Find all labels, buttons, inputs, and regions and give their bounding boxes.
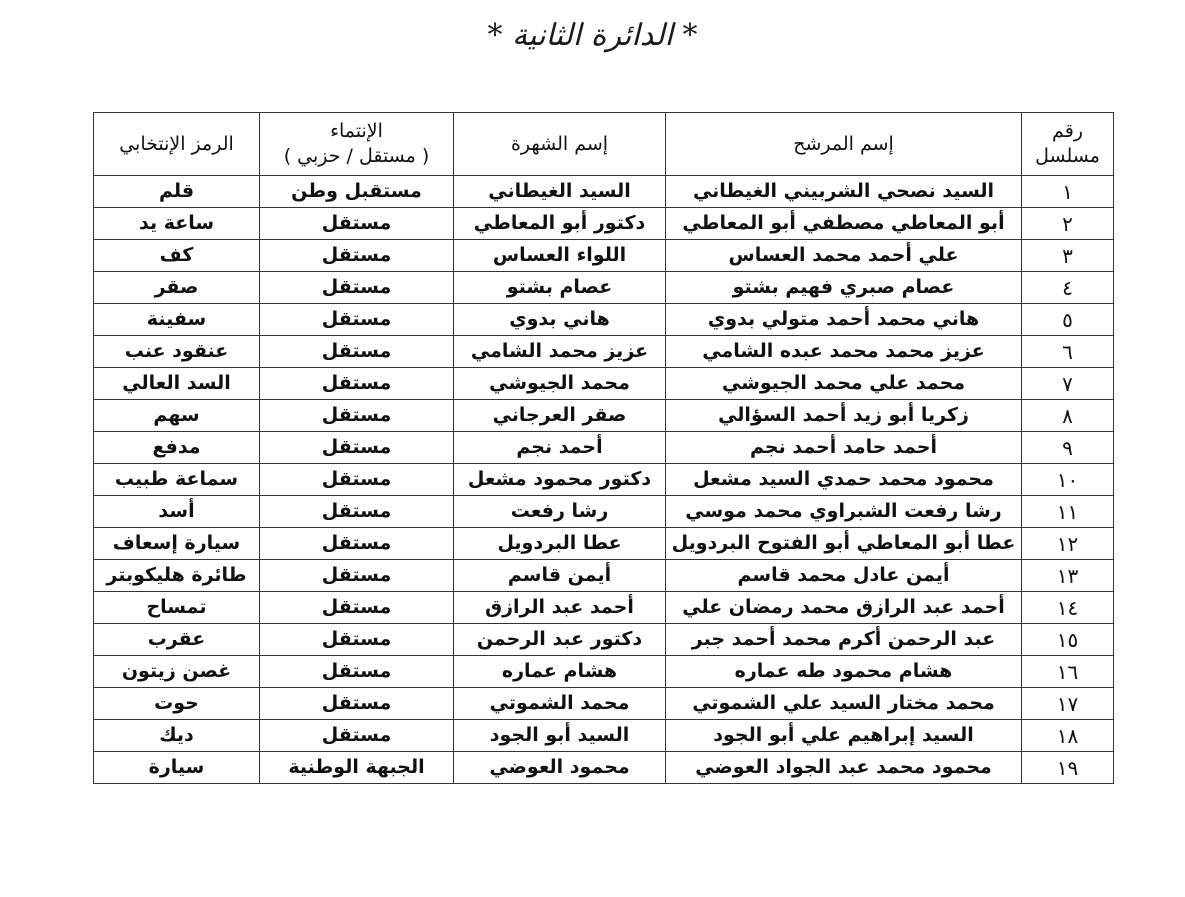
table-row bbox=[94, 624, 1114, 656]
electoral-symbol-cell: ديك bbox=[94, 720, 260, 752]
serial-number-cell: ١٤ bbox=[1022, 592, 1114, 624]
candidate-name-cell: هشام محمود طه عماره bbox=[666, 656, 1022, 688]
electoral-symbol-cell: غصن زيتون bbox=[94, 656, 260, 688]
serial-number-cell: ١٨ bbox=[1022, 720, 1114, 752]
electoral-symbol-cell: طائرة هليكوبتر bbox=[94, 560, 260, 592]
affiliation-cell: مستقبل وطن bbox=[260, 176, 454, 208]
table-row bbox=[94, 720, 1114, 752]
candidate-name-cell: محمود محمد عبد الجواد العوضي bbox=[666, 752, 1022, 784]
table-row bbox=[94, 688, 1114, 720]
serial-number-cell: ٨ bbox=[1022, 400, 1114, 432]
fame-name-cell: رشا رفعت bbox=[454, 496, 666, 528]
candidate-name-cell: عزيز محمد محمد عبده الشامي bbox=[666, 336, 1022, 368]
header-number-line2: مسلسل bbox=[1035, 145, 1100, 167]
electoral-symbol-cell: حوت bbox=[94, 688, 260, 720]
fame-name-cell: محمود العوضي bbox=[454, 752, 666, 784]
fame-name-cell: السيد الغيطاني bbox=[454, 176, 666, 208]
fame-name-cell: هاني بدوي bbox=[454, 304, 666, 336]
fame-name-cell: هشام عماره bbox=[454, 656, 666, 688]
header-symbol: الرمز الإنتخابي bbox=[94, 113, 260, 176]
serial-number-cell: ٥ bbox=[1022, 304, 1114, 336]
fame-name-cell: عطا البردويل bbox=[454, 528, 666, 560]
electoral-symbol-cell: تمساح bbox=[94, 592, 260, 624]
table-row bbox=[94, 464, 1114, 496]
affiliation-cell: مستقل bbox=[260, 304, 454, 336]
page-title: * الدائرة الثانية * bbox=[487, 18, 698, 53]
candidate-name-cell: السيد نصحي الشربيني الغيطاني bbox=[666, 176, 1022, 208]
affiliation-cell: مستقل bbox=[260, 464, 454, 496]
header-affiliation bbox=[260, 113, 454, 176]
fame-name-cell: عصام بشتو bbox=[454, 272, 666, 304]
table-row bbox=[94, 176, 1114, 208]
affiliation-cell: مستقل bbox=[260, 272, 454, 304]
electoral-symbol-cell: أسد bbox=[94, 496, 260, 528]
electoral-symbol-cell: سهم bbox=[94, 400, 260, 432]
fame-name-cell: دكتور عبد الرحمن bbox=[454, 624, 666, 656]
electoral-symbol-cell: سيارة bbox=[94, 752, 260, 784]
candidate-name-cell: محمد علي محمد الجيوشي bbox=[666, 368, 1022, 400]
fame-name-cell: أيمن قاسم bbox=[454, 560, 666, 592]
serial-number-cell: ١٧ bbox=[1022, 688, 1114, 720]
table-row bbox=[94, 272, 1114, 304]
electoral-symbol-cell: ساعة يد bbox=[94, 208, 260, 240]
header-number bbox=[1022, 113, 1114, 176]
serial-number-cell: ٦ bbox=[1022, 336, 1114, 368]
serial-number-cell: ٢ bbox=[1022, 208, 1114, 240]
serial-number-cell: ١ bbox=[1022, 176, 1114, 208]
header-candidate-name: إسم المرشح bbox=[666, 113, 1022, 176]
candidate-name-cell: أيمن عادل محمد قاسم bbox=[666, 560, 1022, 592]
electoral-symbol-cell: سيارة إسعاف bbox=[94, 528, 260, 560]
fame-name-cell: محمد الجيوشي bbox=[454, 368, 666, 400]
affiliation-cell: مستقل bbox=[260, 560, 454, 592]
fame-name-cell: أحمد عبد الرازق bbox=[454, 592, 666, 624]
candidate-name-cell: السيد إبراهيم علي أبو الجود bbox=[666, 720, 1022, 752]
fame-name-cell: أحمد نجم bbox=[454, 432, 666, 464]
affiliation-cell: مستقل bbox=[260, 240, 454, 272]
serial-number-cell: ١٠ bbox=[1022, 464, 1114, 496]
candidate-name-cell: رشا رفعت الشبراوي محمد موسي bbox=[666, 496, 1022, 528]
fame-name-cell: دكتور أبو المعاطي bbox=[454, 208, 666, 240]
electoral-symbol-cell: كف bbox=[94, 240, 260, 272]
candidate-name-cell: محمود محمد حمدي السيد مشعل bbox=[666, 464, 1022, 496]
electoral-symbol-cell: السد العالي bbox=[94, 368, 260, 400]
table-row bbox=[94, 208, 1114, 240]
header-affiliation-line1: الإنتماء bbox=[330, 120, 383, 143]
table-row bbox=[94, 240, 1114, 272]
candidate-name-cell: أحمد حامد أحمد نجم bbox=[666, 432, 1022, 464]
candidate-name-cell: عطا أبو المعاطي أبو الفتوح البردويل bbox=[666, 528, 1022, 560]
candidate-name-cell: علي أحمد محمد العساس bbox=[666, 240, 1022, 272]
serial-number-cell: ٩ bbox=[1022, 432, 1114, 464]
header-affiliation-line2: ( مستقل / حزبي ) bbox=[283, 145, 430, 167]
candidate-name-cell: زكريا أبو زيد أحمد السؤالي bbox=[666, 400, 1022, 432]
affiliation-cell: مستقل bbox=[260, 496, 454, 528]
candidate-name-cell: هاني محمد أحمد متولي بدوي bbox=[666, 304, 1022, 336]
fame-name-cell: عزيز محمد الشامي bbox=[454, 336, 666, 368]
candidate-name-cell: محمد مختار السيد علي الشموتي bbox=[666, 688, 1022, 720]
serial-number-cell: ٣ bbox=[1022, 240, 1114, 272]
affiliation-cell: مستقل bbox=[260, 400, 454, 432]
table-row bbox=[94, 368, 1114, 400]
electoral-symbol-cell: قلم bbox=[94, 176, 260, 208]
serial-number-cell: ١٩ bbox=[1022, 752, 1114, 784]
fame-name-cell: اللواء العساس bbox=[454, 240, 666, 272]
affiliation-cell: مستقل bbox=[260, 624, 454, 656]
electoral-symbol-cell: مدفع bbox=[94, 432, 260, 464]
header-number-line1: رقم bbox=[1052, 120, 1083, 143]
electoral-symbol-cell: سفينة bbox=[94, 304, 260, 336]
affiliation-cell: مستقل bbox=[260, 528, 454, 560]
candidates-table bbox=[93, 112, 1114, 784]
table-row bbox=[94, 528, 1114, 560]
table-row bbox=[94, 400, 1114, 432]
electoral-symbol-cell: سماعة طبيب bbox=[94, 464, 260, 496]
affiliation-cell: مستقل bbox=[260, 368, 454, 400]
affiliation-cell: الجبهة الوطنية bbox=[260, 752, 454, 784]
serial-number-cell: ١١ bbox=[1022, 496, 1114, 528]
affiliation-cell: مستقل bbox=[260, 432, 454, 464]
table-row bbox=[94, 560, 1114, 592]
affiliation-cell: مستقل bbox=[260, 656, 454, 688]
electoral-symbol-cell: عقرب bbox=[94, 624, 260, 656]
candidate-name-cell: أبو المعاطي مصطفي أبو المعاطي bbox=[666, 208, 1022, 240]
candidate-name-cell: عصام صبري فهيم بشتو bbox=[666, 272, 1022, 304]
table-row bbox=[94, 304, 1114, 336]
affiliation-cell: مستقل bbox=[260, 720, 454, 752]
table-row bbox=[94, 336, 1114, 368]
electoral-symbol-cell: صقر bbox=[94, 272, 260, 304]
table-row bbox=[94, 592, 1114, 624]
table-body bbox=[94, 176, 1114, 784]
serial-number-cell: ١٢ bbox=[1022, 528, 1114, 560]
affiliation-cell: مستقل bbox=[260, 592, 454, 624]
candidate-name-cell: عبد الرحمن أكرم محمد أحمد جبر bbox=[666, 624, 1022, 656]
affiliation-cell: مستقل bbox=[260, 208, 454, 240]
serial-number-cell: ١٦ bbox=[1022, 656, 1114, 688]
serial-number-cell: ١٥ bbox=[1022, 624, 1114, 656]
candidate-name-cell: أحمد عبد الرازق محمد رمضان علي bbox=[666, 592, 1022, 624]
serial-number-cell: ٧ bbox=[1022, 368, 1114, 400]
serial-number-cell: ٤ bbox=[1022, 272, 1114, 304]
serial-number-cell: ١٣ bbox=[1022, 560, 1114, 592]
fame-name-cell: صقر العرجاني bbox=[454, 400, 666, 432]
fame-name-cell: السيد أبو الجود bbox=[454, 720, 666, 752]
header-row bbox=[94, 113, 1114, 176]
fame-name-cell: محمد الشموتي bbox=[454, 688, 666, 720]
header-fame-name: إسم الشهرة bbox=[454, 113, 666, 176]
affiliation-cell: مستقل bbox=[260, 688, 454, 720]
table-row bbox=[94, 432, 1114, 464]
table-row bbox=[94, 656, 1114, 688]
electoral-symbol-cell: عنقود عنب bbox=[94, 336, 260, 368]
table-row bbox=[94, 496, 1114, 528]
table-row bbox=[94, 752, 1114, 784]
affiliation-cell: مستقل bbox=[260, 336, 454, 368]
fame-name-cell: دكتور محمود مشعل bbox=[454, 464, 666, 496]
